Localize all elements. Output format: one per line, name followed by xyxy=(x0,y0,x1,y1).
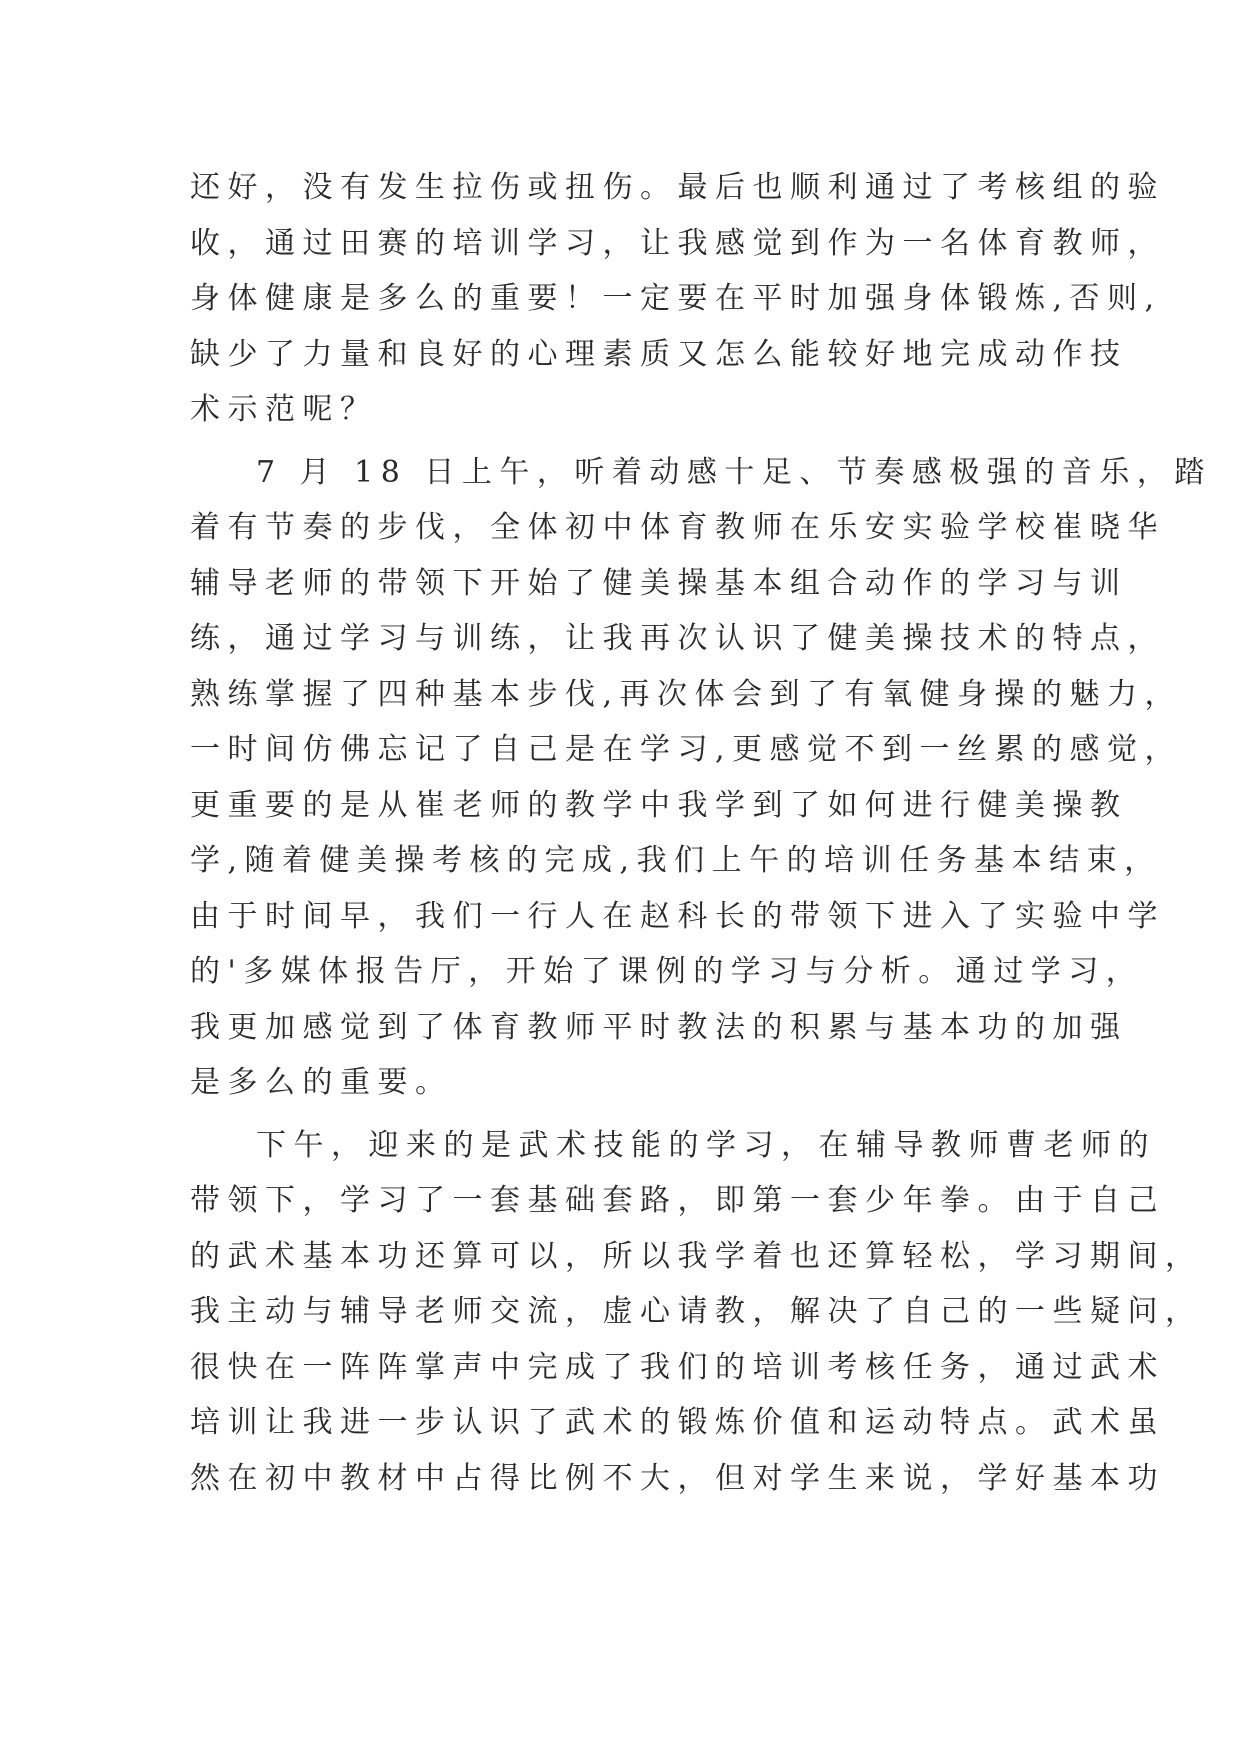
text-line: 术示范呢？ xyxy=(190,392,378,427)
text-line: 然在初中教材中占得比例不大，但对学生来说，学好基本功 xyxy=(190,1460,1165,1496)
text-line: 的'多媒体报告厅，开始了课例的学习与分析。通过学习， xyxy=(190,954,1144,989)
text-line: 的武术基本功还算可以，所以我学着也还算轻松，学习期间， xyxy=(190,1238,1203,1274)
text-line: 着有节奏的步伐，全体初中体育教师在乐安实验学校崔晓华 xyxy=(190,510,1165,545)
text-line: 缺少了力量和良好的心理素质又怎么能较好地完成动作技 xyxy=(190,336,1128,372)
text-line: 一时间仿佛忘记了自己是在学习,更感觉不到一丝累的感觉， xyxy=(190,732,1183,767)
text-line: 培训让我进一步认识了武术的锻炼价值和运动特点。武术虽 xyxy=(190,1405,1165,1440)
text-line: 下午，迎来的是武术技能的学习，在辅导教师曹老师的 xyxy=(256,1127,1156,1163)
text-line: 还好，没有发生拉伤或扭伤。最后也顺利通过了考核组的验 xyxy=(190,170,1165,205)
text-line: 学,随着健美操考核的完成,我们上午的培训任务基本结束， xyxy=(190,843,1162,878)
text-line: 熟练掌握了四种基本步伐,再次体会到了有氧健身操的魅力， xyxy=(190,676,1183,712)
text-line: 我更加感觉到了体育教师平时教法的积累与基本功的加强 xyxy=(190,1009,1128,1045)
text-line: 7 月 18 日上午，听着动感十足、节奏感极强的音乐，踏 xyxy=(256,454,1212,490)
text-line: 很快在一阵阵掌声中完成了我们的培训考核任务，通过武术 xyxy=(190,1349,1165,1385)
text-line: 辅导老师的带领下开始了健美操基本组合动作的学习与训 xyxy=(190,565,1128,601)
paragraph-3 xyxy=(190,1118,1203,1507)
text-line: 更重要的是从崔老师的教学中我学到了如何进行健美操教 xyxy=(190,787,1128,823)
text-line: 收，通过田赛的培训学习，让我感觉到作为一名体育教师， xyxy=(190,225,1165,261)
document-body xyxy=(190,160,1212,1506)
text-line: 身体健康是多么的重要！一定要在平时加强身体锻炼,否则, xyxy=(190,281,1162,316)
paragraph-2 xyxy=(190,445,1212,1111)
text-line: 由于时间早，我们一行人在赵科长的带领下进入了实验中学 xyxy=(190,898,1165,934)
text-line: 带领下，学习了一套基础套路，即第一套少年拳。由于自己 xyxy=(190,1183,1165,1218)
text-line: 是多么的重要。 xyxy=(190,1065,453,1100)
text-line: 我主动与辅导老师交流，虚心请教，解决了自己的一些疑问， xyxy=(190,1294,1203,1329)
paragraph-1 xyxy=(190,160,1165,438)
text-line: 练，通过学习与训练，让我再次认识了健美操技术的特点， xyxy=(190,621,1165,656)
